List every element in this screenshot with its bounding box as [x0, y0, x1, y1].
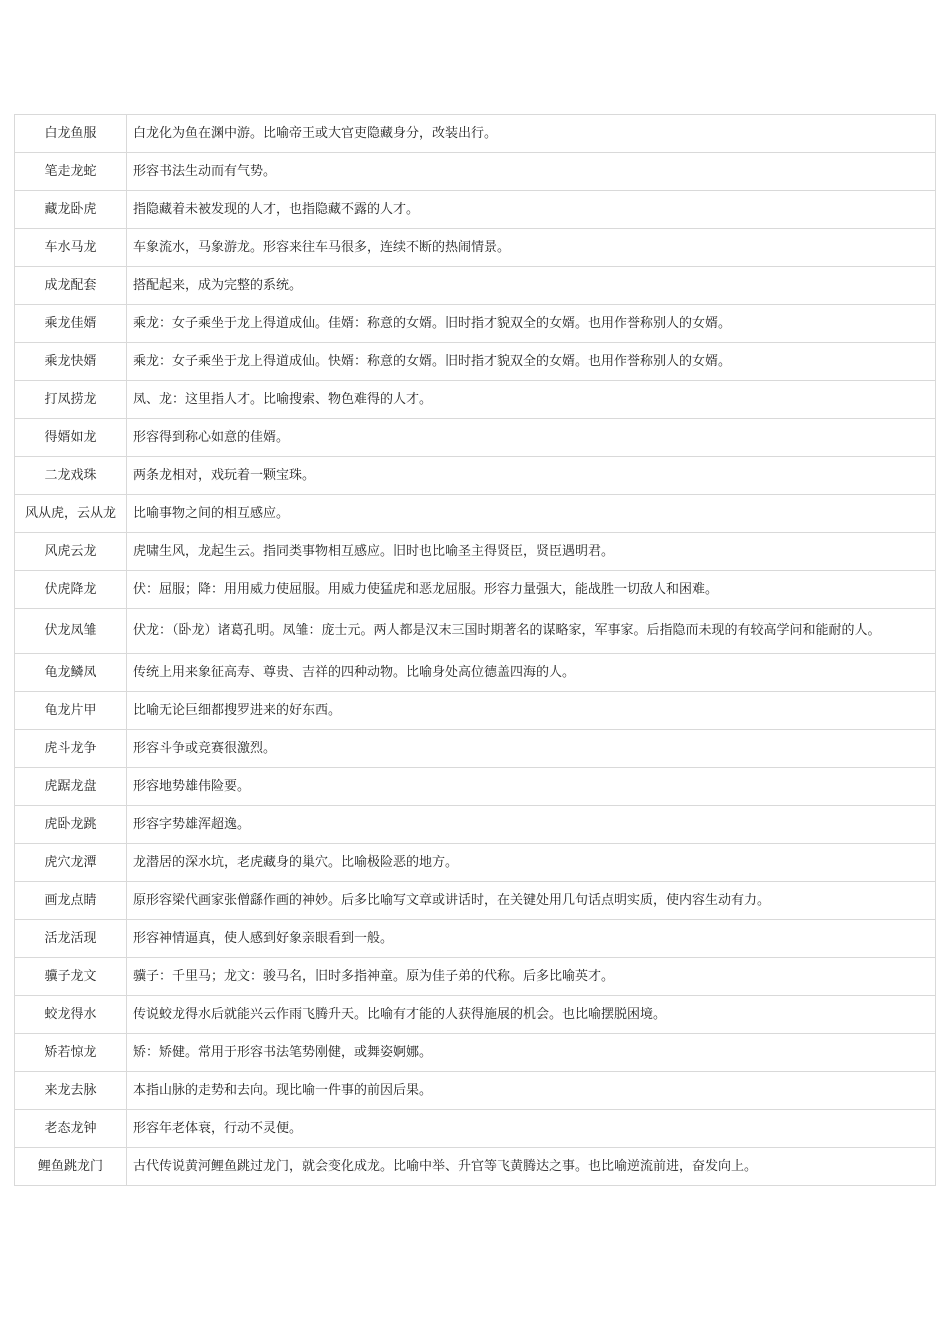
idiom-definition: 形容年老体衰，行动不灵便。	[127, 1110, 936, 1148]
idiom-term: 乘龙快婿	[15, 343, 127, 381]
idiom-term: 车水马龙	[15, 229, 127, 267]
idiom-term: 打凤捞龙	[15, 381, 127, 419]
table-row	[15, 495, 936, 533]
idiom-definition: 伏龙：（卧龙）诸葛孔明。凤雏：庞士元。两人都是汉末三国时期著名的谋略家，军事家。后指隐而未现的有较高学问和能耐的人。	[127, 609, 936, 654]
idiom-definition: 凤、龙：这里指人才。比喻搜索、物色难得的人才。	[127, 381, 936, 419]
table-row	[15, 920, 936, 958]
idiom-term: 老态龙钟	[15, 1110, 127, 1148]
idiom-term: 成龙配套	[15, 267, 127, 305]
idiom-definition: 白龙化为鱼在渊中游。比喻帝王或大官吏隐藏身分，改装出行。	[127, 115, 936, 153]
idiom-definition: 传统上用来象征高寿、尊贵、吉祥的四种动物。比喻身处高位德盖四海的人。	[127, 654, 936, 692]
idiom-term: 虎踞龙盘	[15, 768, 127, 806]
table-row	[15, 958, 936, 996]
idiom-term: 虎斗龙争	[15, 730, 127, 768]
idiom-definition: 比喻事物之间的相互感应。	[127, 495, 936, 533]
idiom-definition: 伏：屈服；降：用用威力使屈服。用威力使猛虎和恶龙屈服。形容力量强大，能战胜一切敌人和困难。	[127, 571, 936, 609]
idiom-term: 伏龙凤雏	[15, 609, 127, 654]
idiom-term: 矫若惊龙	[15, 1034, 127, 1072]
table-row	[15, 419, 936, 457]
table-row	[15, 267, 936, 305]
table-row	[15, 457, 936, 495]
idiom-definition: 传说蛟龙得水后就能兴云作雨飞腾升天。比喻有才能的人获得施展的机会。也比喻摆脱困境。	[127, 996, 936, 1034]
idiom-definition: 比喻无论巨细都搜罗进来的好东西。	[127, 692, 936, 730]
idiom-definition: 古代传说黄河鲤鱼跳过龙门，就会变化成龙。比喻中举、升官等飞黄腾达之事。也比喻逆流前进，奋发向上。	[127, 1148, 936, 1186]
table-row	[15, 1034, 936, 1072]
idiom-definition: 乘龙：女子乘坐于龙上得道成仙。快婿：称意的女婿。旧时指才貌双全的女婿。也用作誉称别人的女婿。	[127, 343, 936, 381]
table-row	[15, 609, 936, 654]
idiom-term: 虎卧龙跳	[15, 806, 127, 844]
idiom-term: 伏虎降龙	[15, 571, 127, 609]
idiom-definition: 形容神情逼真，使人感到好象亲眼看到一般。	[127, 920, 936, 958]
table-row	[15, 1072, 936, 1110]
idiom-term: 笔走龙蛇	[15, 153, 127, 191]
table-row	[15, 730, 936, 768]
idiom-definition: 车象流水，马象游龙。形容来往车马很多，连续不断的热闹情景。	[127, 229, 936, 267]
idiom-term: 得婿如龙	[15, 419, 127, 457]
table-row	[15, 806, 936, 844]
idiom-table	[14, 114, 936, 1186]
idiom-term: 白龙鱼服	[15, 115, 127, 153]
table-row	[15, 692, 936, 730]
idiom-term: 风从虎，云从龙	[15, 495, 127, 533]
table-row	[15, 229, 936, 267]
table-row	[15, 305, 936, 343]
idiom-table-body	[15, 115, 936, 1186]
idiom-definition: 本指山脉的走势和去向。现比喻一件事的前因后果。	[127, 1072, 936, 1110]
idiom-term: 龟龙片甲	[15, 692, 127, 730]
idiom-definition: 形容得到称心如意的佳婿。	[127, 419, 936, 457]
idiom-definition: 虎啸生风，龙起生云。指同类事物相互感应。旧时也比喻圣主得贤臣，贤臣遇明君。	[127, 533, 936, 571]
idiom-term: 活龙活现	[15, 920, 127, 958]
idiom-definition: 矫：矫健。常用于形容书法笔势刚健，或舞姿婀娜。	[127, 1034, 936, 1072]
table-row	[15, 844, 936, 882]
idiom-definition: 原形容梁代画家张僧繇作画的神妙。后多比喻写文章或讲话时，在关键处用几句话点明实质，使内容生动有力。	[127, 882, 936, 920]
idiom-term: 乘龙佳婿	[15, 305, 127, 343]
idiom-definition: 形容斗争或竞赛很激烈。	[127, 730, 936, 768]
table-row	[15, 381, 936, 419]
table-row	[15, 571, 936, 609]
idiom-definition: 搭配起来，成为完整的系统。	[127, 267, 936, 305]
idiom-term: 蛟龙得水	[15, 996, 127, 1034]
table-row	[15, 882, 936, 920]
idiom-definition: 形容字势雄浑超逸。	[127, 806, 936, 844]
idiom-term: 二龙戏珠	[15, 457, 127, 495]
idiom-definition: 形容地势雄伟险要。	[127, 768, 936, 806]
table-row	[15, 768, 936, 806]
table-row	[15, 1148, 936, 1186]
idiom-definition: 乘龙：女子乘坐于龙上得道成仙。佳婿：称意的女婿。旧时指才貌双全的女婿。也用作誉称别人的女婿。	[127, 305, 936, 343]
idiom-definition: 龙潜居的深水坑，老虎藏身的巢穴。比喻极险恶的地方。	[127, 844, 936, 882]
idiom-term: 藏龙卧虎	[15, 191, 127, 229]
idiom-term: 鲤鱼跳龙门	[15, 1148, 127, 1186]
table-row	[15, 191, 936, 229]
table-row	[15, 1110, 936, 1148]
table-row	[15, 115, 936, 153]
idiom-term: 风虎云龙	[15, 533, 127, 571]
idiom-term: 骥子龙文	[15, 958, 127, 996]
idiom-term: 来龙去脉	[15, 1072, 127, 1110]
idiom-term: 画龙点睛	[15, 882, 127, 920]
table-row	[15, 996, 936, 1034]
idiom-definition: 形容书法生动而有气势。	[127, 153, 936, 191]
idiom-definition: 两条龙相对，戏玩着一颗宝珠。	[127, 457, 936, 495]
idiom-definition: 骥子：千里马；龙文：骏马名，旧时多指神童。原为佳子弟的代称。后多比喻英才。	[127, 958, 936, 996]
table-row	[15, 533, 936, 571]
idiom-term: 虎穴龙潭	[15, 844, 127, 882]
idiom-term: 龟龙鳞凤	[15, 654, 127, 692]
idiom-definition: 指隐藏着未被发现的人才，也指隐藏不露的人才。	[127, 191, 936, 229]
table-row	[15, 153, 936, 191]
table-row	[15, 343, 936, 381]
table-row	[15, 654, 936, 692]
